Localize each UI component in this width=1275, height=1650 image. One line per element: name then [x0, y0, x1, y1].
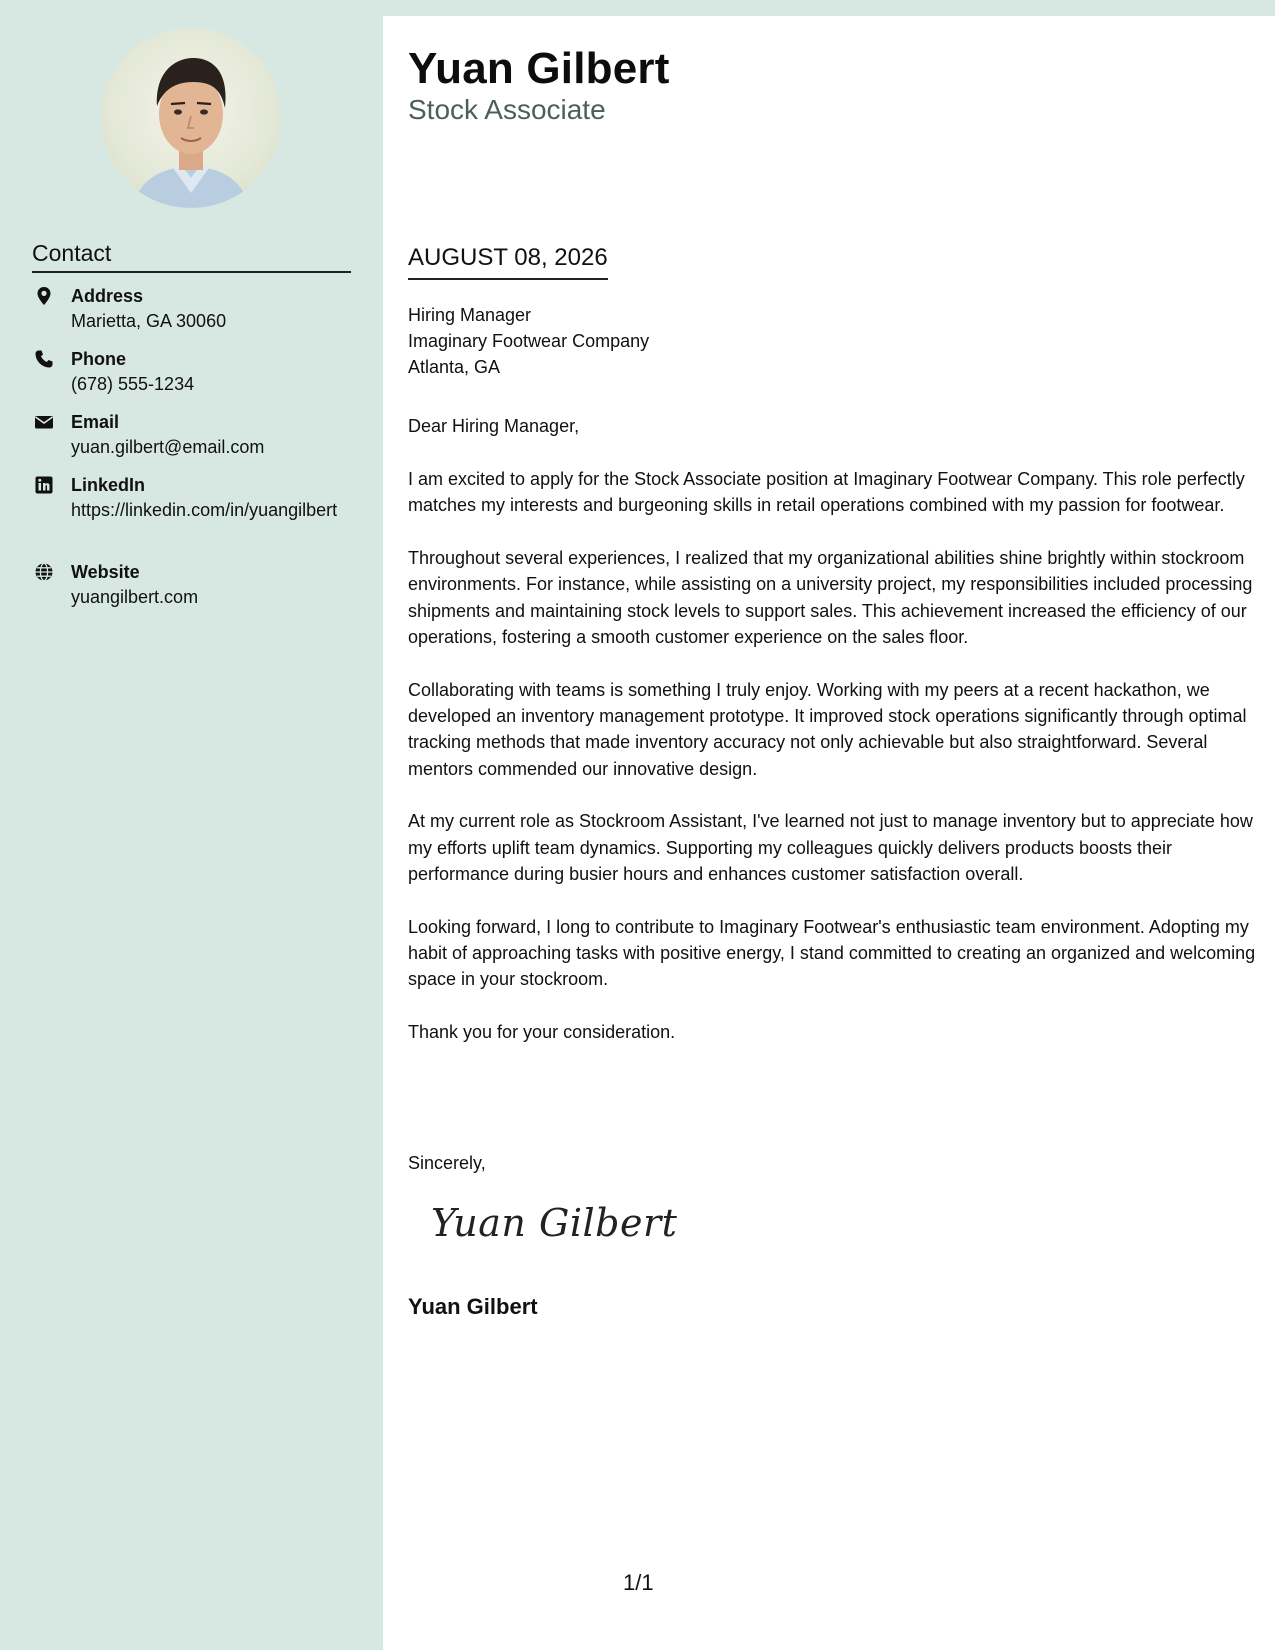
- linkedin-icon: [34, 475, 54, 495]
- body-paragraph: Thank you for your consideration.: [408, 1022, 676, 1043]
- contact-label: Phone: [71, 349, 127, 369]
- location-pin-icon: [34, 286, 54, 306]
- person-portrait-icon: [101, 28, 281, 208]
- phone-icon: [34, 349, 54, 369]
- contact-label: Address: [71, 286, 144, 306]
- letter-body: [408, 466, 1256, 1072]
- body-paragraph: Throughout several experiences, I realized that my organizational abilities shine brightly within stockroom environments. For instance, while assisting on a university project, my responsibilities included processing shipments and maintaining stock levels to support sales. This achievement increased the efficiency of our operations, fostering a smooth customer experience on the sales floor.: [408, 548, 1253, 647]
- applicant-name: Yuan Gilbert: [408, 44, 670, 93]
- letter-date: AUGUST 08, 2026: [408, 244, 608, 280]
- contact-label: LinkedIn: [71, 475, 146, 495]
- letter-panel: [383, 16, 1275, 1650]
- salutation: Dear Hiring Manager,: [408, 416, 580, 436]
- globe-icon: [34, 562, 54, 582]
- recipient-line: Atlanta, GA: [408, 357, 501, 377]
- applicant-role: Stock Associate: [408, 94, 606, 125]
- body-paragraph: Collaborating with teams is something I truly enjoy. Working with my peers at a recent hackathon, we developed an inventory management prototype. It improved stock operations significantly through optimal tracking methods that made inventory accuracy not only achievable but also straightforward. Several mentors commended our innovative design.: [408, 679, 1247, 779]
- body-paragraph: At my current role as Stockroom Assistant, I've learned not just to manage inventory but to appreciate how my efforts uplift team dynamics. Supporting my colleagues quickly delivers products boosts their performance during busier hours and enhances customer satisfaction overall.: [408, 811, 1253, 885]
- body-paragraph: Looking forward, I long to contribute to Imaginary Footwear's enthusiastic team environment. Adopting my habit of approaching tasks with positive energy, I stand committed to creating an organized and welcoming space in your stockroom.: [408, 916, 1256, 990]
- phone-value[interactable]: (678) 555-1234: [71, 374, 195, 394]
- envelope-icon: [34, 412, 54, 432]
- contact-label: Website: [71, 562, 140, 582]
- contact-heading: Contact: [32, 240, 351, 273]
- recipient-line: Hiring Manager: [408, 305, 532, 325]
- address-value: Marietta, GA 30060: [71, 311, 227, 331]
- linkedin-value[interactable]: https://linkedin.com/in/yuangilbert: [71, 500, 338, 520]
- page-number: 1/1: [623, 1570, 654, 1595]
- contact-label: Email: [71, 412, 120, 432]
- body-paragraph: I am excited to apply for the Stock Associate position at Imaginary Footwear Company. This role perfectly matches my interests and burgeoning skills in retail operations combined with my passion for footwear.: [408, 469, 1245, 516]
- closing: Sincerely,: [408, 1153, 486, 1173]
- sidebar: [0, 0, 383, 1650]
- website-value[interactable]: yuangilbert.com: [71, 587, 199, 607]
- signed-name: Yuan Gilbert: [408, 1294, 538, 1319]
- email-value[interactable]: yuan.gilbert@email.com: [71, 437, 265, 457]
- handwritten-signature: Yuan Gilbert: [431, 1201, 678, 1245]
- avatar: [101, 28, 281, 208]
- recipient-block: [408, 302, 649, 380]
- recipient-line: Imaginary Footwear Company: [408, 331, 650, 351]
